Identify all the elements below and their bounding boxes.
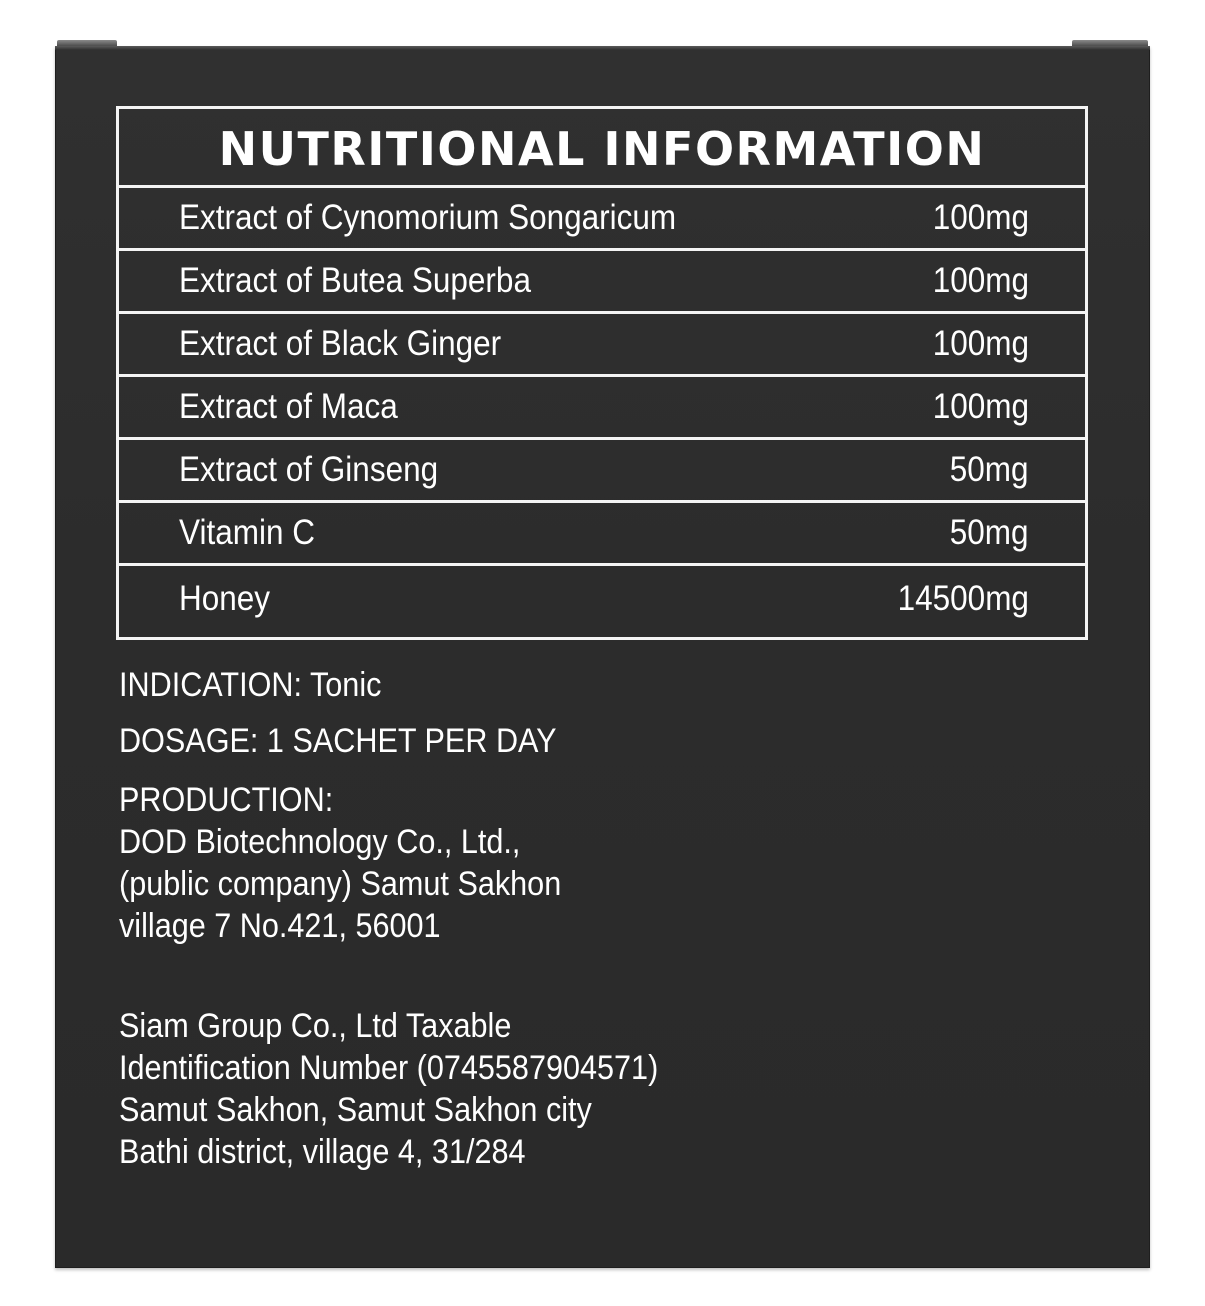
nutrition-row [119, 377, 1085, 440]
ingredient-amount: 14500mg [897, 579, 1029, 618]
ingredient-amount: 100mg [932, 387, 1029, 426]
production-block [119, 779, 610, 947]
production-line: DOD Biotechnology Co., Ltd., [119, 823, 521, 861]
ingredient-amount: 50mg [950, 450, 1029, 489]
ingredient-name: Honey [179, 579, 271, 618]
importer-line: Samut Sakhon, Samut Sakhon city [119, 1091, 592, 1129]
production-line: village 7 No.421, 56001 [119, 907, 441, 945]
nutrition-title: NUTRITIONAL INFORMATION [119, 109, 1085, 188]
nutrition-row [119, 440, 1085, 503]
production-heading: PRODUCTION: [119, 781, 334, 819]
nutrition-row [119, 188, 1085, 251]
nutrition-row [119, 314, 1085, 377]
ingredient-name: Extract of Ginseng [179, 450, 439, 489]
ingredient-name: Extract of Butea Superba [179, 261, 531, 300]
indication-text [119, 664, 411, 706]
nutrition-row [119, 251, 1085, 314]
ingredient-amount: 100mg [932, 198, 1029, 237]
dosage-text [119, 720, 605, 762]
ingredient-name: Extract of Maca [179, 387, 398, 426]
importer-line: Bathi district, village 4, 31/284 [119, 1133, 526, 1171]
importer-line: Siam Group Co., Ltd Taxable [119, 1007, 512, 1045]
importer-line: Identification Number (0745587904571) [119, 1049, 659, 1087]
ingredient-name: Extract of Cynomorium Songaricum [179, 198, 677, 237]
ingredient-amount: 100mg [932, 324, 1029, 363]
dosage-line: DOSAGE: 1 SACHET PER DAY [119, 722, 557, 760]
nutrition-table [116, 106, 1088, 640]
ingredient-amount: 100mg [932, 261, 1029, 300]
ingredient-name: Vitamin C [179, 513, 315, 552]
ingredient-amount: 50mg [950, 513, 1029, 552]
production-line: (public company) Samut Sakhon [119, 865, 562, 903]
importer-block [119, 1005, 718, 1173]
nutrition-row [119, 503, 1085, 566]
ingredient-name: Extract of Black Ginger [179, 324, 502, 363]
box-top-edge [55, 46, 1150, 50]
indication-line: INDICATION: Tonic [119, 666, 382, 704]
nutrition-row [119, 566, 1085, 632]
